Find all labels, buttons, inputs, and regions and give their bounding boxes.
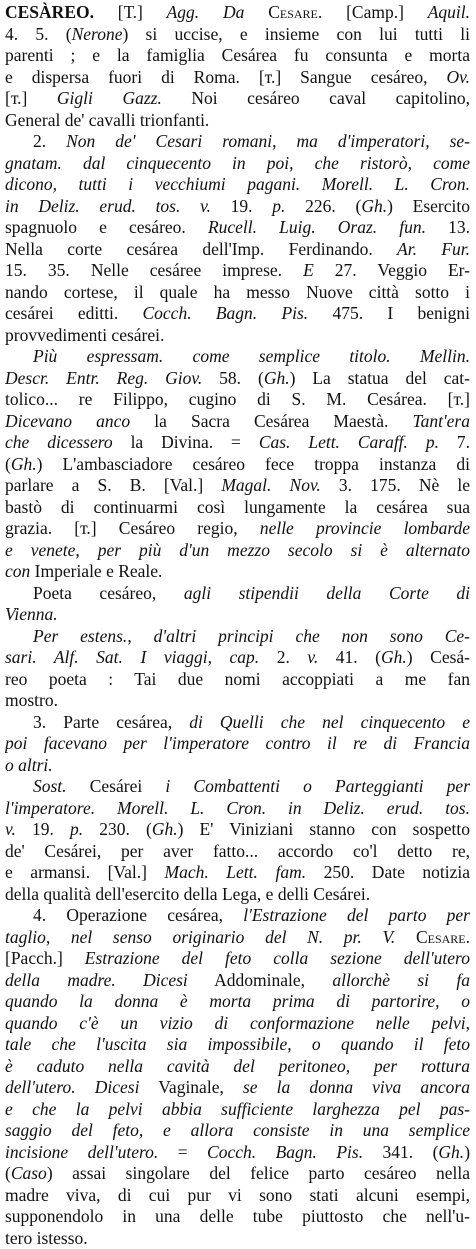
text-run: ) assai singolare del felice parto cesáreo nella [47,1163,470,1183]
italic-text-run: Caso [11,1163,47,1183]
text-line [5,88,470,110]
text-run: nando cortese, il quale ha messo Nuove città sotto i [5,282,470,302]
text-run: [Т.] [94,2,167,22]
text-line [5,411,470,433]
text-line [5,970,470,992]
text-run: ) L'ambasciadore cesáreo fece troppa instanza di [37,454,470,474]
italic-text-run: Più espressam. come semplice titolo. Mellin. [33,346,470,366]
italic-text-run: Gigli Gazz. [57,88,162,108]
italic-text-run: Gh. [438,1142,464,1162]
text-run: Noi cesáreo caval capitolino, [162,88,470,108]
text-run: 19. [16,819,70,839]
text-line [5,45,470,67]
text-line [5,368,470,390]
text-line [5,153,470,175]
small-caps-text-run: Cesare. [268,2,322,22]
text-run: tolico... re Filippo, cugino di S. M. Cesárea. [т.] [5,389,470,409]
text-run: 230. ( [83,819,152,839]
italic-text-run: Cocch. Bagn. Pis. [207,1142,363,1162]
text-line [5,389,470,411]
text-run: 2. [259,647,307,667]
text-run: 4. Operazione cesárea, [33,905,243,925]
text-run: madre viva, di cui pur vi sono stati alcuni esempi, [5,1185,470,1205]
italic-text-run: Cas. Lett. Caraff. p. [259,432,439,452]
text-run: ( [5,454,11,474]
text-line [5,1099,470,1121]
text-line [5,647,470,669]
text-run: mostro. [5,690,58,710]
italic-text-run: e venete, per più d'un mezzo secolo si è alternato [5,540,470,560]
text-run: Addominale, [188,970,333,990]
text-line [5,67,470,89]
text-run: ) [464,1142,470,1162]
italic-text-run: della madre. Dicesi [5,970,188,990]
text-run: 15. 35. Nelle cesáree imprese. [5,260,303,280]
text-line [5,1142,470,1164]
italic-text-run: o altri. [5,755,53,775]
text-run: Vaginale, [139,1077,242,1097]
text-run: [Camp.] [322,2,427,22]
text-line [5,497,470,519]
text-line [5,948,470,970]
text-run: e armansi. [Val.] [5,862,165,882]
italic-text-run: quando c'è un vizio di conformazione nelle pelvi, [5,1013,470,1033]
text-run: 27. Veggio Er- [314,260,470,280]
text-run: 58. ( [202,368,264,388]
italic-text-run: d'altri principi che non sono Ce- [154,626,470,646]
text-run: ) si uccise, e insieme con lui tutti li [122,24,470,44]
text-line [5,1185,470,1207]
text-run: 41. ( [318,647,381,667]
text-line [5,819,470,841]
text-line [5,669,470,691]
italic-text-run: Sost. [33,776,67,796]
text-run: 475. I benigni [308,303,470,323]
text-line [5,540,470,562]
text-line [5,604,470,626]
italic-text-run: Cocch. Bagn. Pis. [142,303,308,323]
italic-text-run: Ov. [447,67,470,87]
text-line [5,174,470,196]
italic-text-run: Mach. Lett. fam. [165,862,307,882]
italic-text-run: Rucell. Luig. Oraz. fun. [208,217,426,237]
text-run: parenti ; e la famiglia Cesárea fu consunta e morta [5,45,470,65]
italic-text-run: Nerone [72,24,123,44]
italic-text-run: E [303,260,314,280]
text-run: ( [5,1163,11,1183]
italic-text-run: che dicessero [5,432,113,452]
text-line [5,475,470,497]
text-line [5,755,470,777]
italic-text-run: di Quelli che nel cinquecento e [189,712,470,732]
text-run: 7. [439,432,470,452]
text-run: la Sacra Cesárea Maestà. [130,411,412,431]
text-line [5,1163,470,1185]
italic-text-run: Vienna. [5,604,58,624]
text-run: de' Cesárei, per aver fatto... accordo co'l detto re, [5,841,470,861]
text-line [5,1077,470,1099]
text-run: reo poeta : Tai due nomi accoppiati a me fan [5,669,470,689]
text-line [5,518,470,540]
text-line [5,862,470,884]
italic-text-run: Descr. Entr. Reg. Giov. [5,368,202,388]
text-line [5,712,470,734]
text-run: 19. [211,196,272,216]
text-run: grazia. [т.] Cesáreo regio, [5,518,260,538]
text-line [5,1206,470,1228]
text-run: [Pacch.] [5,948,85,968]
text-line [5,196,470,218]
text-run: General de' cavalli trionfanti. [5,110,209,130]
text-line [5,1056,470,1078]
italic-text-run: agli stipendii della Corte di [184,583,470,603]
italic-text-run: allorchè si fa [332,970,470,990]
text-line [5,131,470,153]
text-run: 3. 175. Nè le [321,475,470,495]
text-run: 250. Date notizia [306,862,470,882]
italic-text-run: Tant'era [412,411,470,431]
italic-text-run: Gh. [264,368,290,388]
italic-text-run: se la donna viva ancora [243,1077,470,1097]
italic-text-run: p. [70,819,83,839]
text-line [5,884,470,906]
text-run: provvedimenti cesárei. [5,325,164,345]
text-line [5,841,470,863]
text-line [5,798,470,820]
italic-text-run: Gh. [381,647,407,667]
text-run: ) La statua del cat- [290,368,470,388]
italic-text-run: Magal. Nov. [221,475,320,495]
text-run: parlare a S. B. [Val.] [5,475,221,495]
text-line [5,239,470,261]
text-line [5,626,470,648]
italic-text-run: e che la pelvi abbia sufficiente larghezza pel pas- [5,1099,470,1119]
italic-text-run: Ar. Fur. [397,239,470,259]
italic-text-run: Aquil. [428,2,470,22]
text-run: Poeta cesáreo, [33,583,184,603]
text-line [5,282,470,304]
italic-text-run: i Combattenti o Parteggianti per [165,776,470,796]
italic-text-run: dicono, tutti i vecchiumi pagani. Morell. L. Cron. [5,174,470,194]
italic-text-run: Gh. [11,454,37,474]
text-run: Imperiale e Reale. [30,561,162,581]
italic-text-run: v. [5,819,16,839]
text-run: Nella corte cesárea dell'Imp. Ferdinando. [5,239,397,259]
text-run: la Divina. = [113,432,259,452]
italic-text-run: l'imperatore. Morell. L. Cron. in Deliz. erud. tos. [5,798,470,818]
dictionary-entry-cesareo [5,2,470,1249]
italic-text-run: Per estens. [33,626,127,646]
italic-text-run: taglio, nel senso originario del N. pr. V. [5,927,395,947]
italic-text-run: Estrazione del feto colla sezione dell'utero [85,948,470,968]
text-run: ) Esercito [387,196,470,216]
text-line [5,1013,470,1035]
text-run: 2. [33,131,66,151]
text-run: 4. 5. ( [5,24,72,44]
text-line [5,454,470,476]
text-run: 341. ( [363,1142,438,1162]
italic-text-run: con [5,561,30,581]
text-line [5,927,470,949]
text-line [5,110,470,132]
text-run: bastò di continuarmi così lungamente la cesárea sua [5,497,470,517]
italic-text-run: è caduto nella cavità del peritoneo, per rottura [5,1056,470,1076]
text-run: 13. [426,217,470,237]
text-line [5,905,470,927]
text-run: , [127,626,153,646]
text-run: supponendolo in una delle tube piuttosto che nell'u- [5,1206,470,1226]
text-run: e dispersa fuori di Roma. [т.] Sangue cesáreo, [5,67,447,87]
italic-text-run: l'Estrazione del parto per [243,905,470,925]
text-line [5,217,470,239]
italic-text-run: in Deliz. erud. tos. v. [5,196,211,216]
text-line [5,776,470,798]
text-run: cesárei editti. [5,303,142,323]
italic-text-run: nelle provincie lombarde [260,518,470,538]
text-run: ) E' Viniziani stanno con sospetto [178,819,470,839]
italic-text-run: saggio del feto, e allora consiste in una semplice [5,1120,470,1140]
italic-text-run: dell'utero. Dicesi [5,1077,139,1097]
italic-text-run: quando la donna è morta prima di partorire, o [5,991,470,1011]
headword: CESÀREO. [5,2,94,22]
text-line [5,432,470,454]
text-line [5,1120,470,1142]
text-run: [т.] [5,88,57,108]
text-line [5,561,470,583]
italic-text-run: incisione dell'utero. [5,1142,158,1162]
text-line [5,991,470,1013]
text-run: 3. Parte cesárea, [33,712,189,732]
text-run: spagnuolo e cesáreo. [5,217,208,237]
text-line [5,24,470,46]
text-line [5,260,470,282]
italic-text-run: Dicevano anco [5,411,130,431]
text-line [5,583,470,605]
small-caps-text-run: Cesare. [395,927,470,947]
italic-text-run: gnatam. dal cinquecento in poi, che ristorò, come [5,153,470,173]
italic-text-run: sari. Alf. Sat. I viaggi, cap. [5,647,259,667]
text-line [5,346,470,368]
text-line [5,733,470,755]
text-line [5,303,470,325]
entry-heading-line [5,2,470,24]
text-run: tero istesso. [5,1228,88,1248]
text-line [5,690,470,712]
italic-text-run: p. [272,196,285,216]
italic-text-run: poi facevano per l'imperatore contro il re di Francia [5,733,470,753]
text-line [5,1034,470,1056]
text-line [5,325,470,347]
italic-text-run: Gh. [361,196,387,216]
text-run: Cesárei [67,776,166,796]
text-run: = [158,1142,207,1162]
text-run: della qualità dell'esercito della Lega, e delli Cesárei. [5,884,370,904]
italic-text-run: Non de' Cesari romani, ma d'imperatori, se- [66,131,470,151]
text-run: ) Cesá- [407,647,470,667]
text-run: 226. ( [285,196,361,216]
italic-text-run: tale che l'uscita sia impossibile, o quando il feto [5,1034,470,1054]
italic-text-run: Agg. Da [167,2,269,22]
italic-text-run: Gh. [152,819,178,839]
italic-text-run: v. [307,647,318,667]
